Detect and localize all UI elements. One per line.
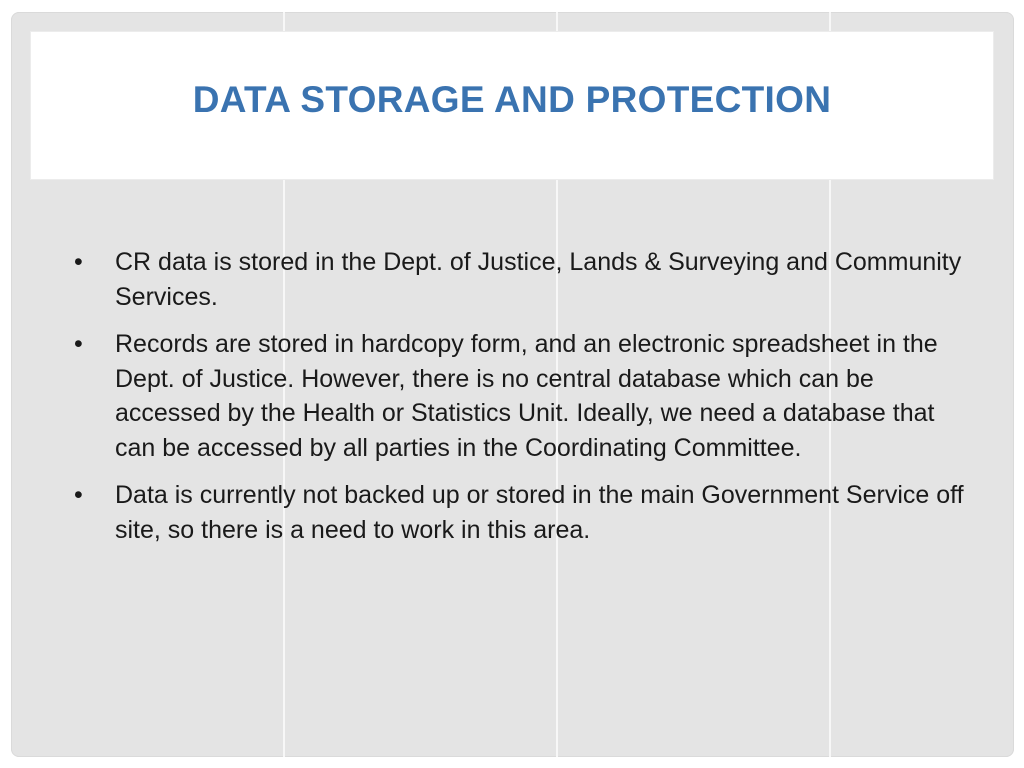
bullet-item: [72, 245, 972, 314]
bullet-text: Data is currently not backed up or stored in the main Government Service off site, so there is a need to work in this area.: [115, 481, 964, 544]
bullet-dot-icon: •: [74, 481, 83, 509]
bullet-item: [72, 478, 972, 547]
bullet-dot-icon: •: [74, 330, 83, 358]
bullet-item: [72, 327, 972, 465]
title-box: [31, 32, 993, 179]
bullet-dot-icon: •: [74, 248, 83, 276]
bullet-list: [72, 245, 972, 560]
bullet-text: Records are stored in hardcopy form, and an electronic spreadsheet in the Dept. of Justice. However, there is no central database which can be accessed by the Health or Statistics Unit. Ideally, we need a database that can be accessed by all parties in the Coordinating Committee.: [115, 330, 938, 462]
bullet-text: CR data is stored in the Dept. of Justice, Lands & Surveying and Community Services.: [115, 248, 962, 311]
slide-title: DATA STORAGE AND PROTECTION: [192, 78, 832, 120]
